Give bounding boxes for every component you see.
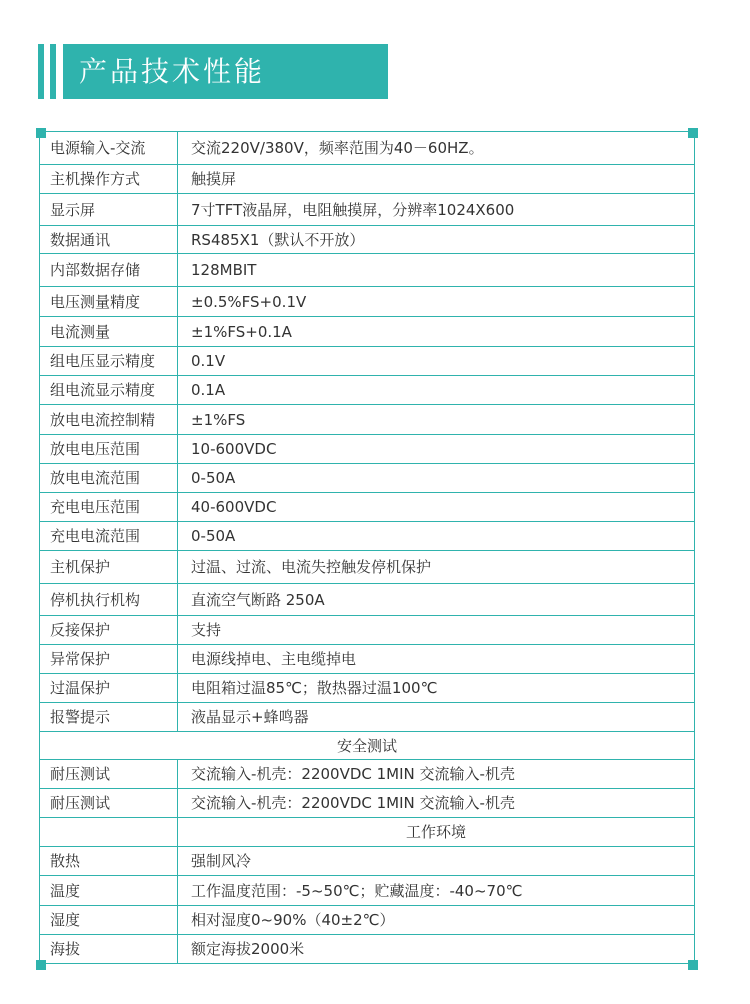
spec-value: 7寸TFT液晶屏，电阻触摸屏，分辨率1024X600 <box>178 194 695 226</box>
table-row <box>40 464 695 493</box>
table-row <box>40 132 695 165</box>
table-row <box>40 760 695 789</box>
header-accent-bar-1 <box>38 44 44 99</box>
table-row <box>40 551 695 584</box>
spec-value: 支持 <box>178 616 695 645</box>
spec-value: 交流输入-机壳：2200VDC 1MIN 交流输入-机壳 <box>178 789 695 818</box>
spec-label: 电源输入-交流 <box>40 132 178 165</box>
spec-label: 过温保护 <box>40 674 178 703</box>
spec-value: 直流空气断路 250A <box>178 584 695 616</box>
spec-value: ±0.5%FS+0.1V <box>178 287 695 317</box>
table-row <box>40 935 695 964</box>
spec-label: 主机保护 <box>40 551 178 584</box>
spec-value: 额定海拔2000米 <box>178 935 695 964</box>
spec-label: 湿度 <box>40 906 178 935</box>
spec-value: 0.1A <box>178 376 695 405</box>
table-row <box>40 287 695 317</box>
table-row <box>40 435 695 464</box>
spec-value: 0-50A <box>178 522 695 551</box>
table-row <box>40 254 695 287</box>
spec-table <box>39 131 695 964</box>
spec-value: 10-600VDC <box>178 435 695 464</box>
spec-label: 组电压显示精度 <box>40 347 178 376</box>
table-row <box>40 645 695 674</box>
spec-value: 交流220V/380V，频率范围为40－60HZ。 <box>178 132 695 165</box>
spec-label: 散热 <box>40 847 178 876</box>
spec-label: 组电流显示精度 <box>40 376 178 405</box>
spec-value: 相对湿度0~90%（40±2℃） <box>178 906 695 935</box>
table-row <box>40 376 695 405</box>
header-accent-bar-2 <box>50 44 56 99</box>
spec-value: 40-600VDC <box>178 493 695 522</box>
table-row <box>40 674 695 703</box>
spec-value: 0.1V <box>178 347 695 376</box>
spec-label: 电压测量精度 <box>40 287 178 317</box>
env-section-title: 工作环境 <box>178 818 695 847</box>
table-row <box>40 165 695 194</box>
table-row <box>40 703 695 732</box>
spec-label: 电流测量 <box>40 317 178 347</box>
table-row <box>40 876 695 906</box>
spec-label: 耐压测试 <box>40 760 178 789</box>
spec-value: ±1%FS+0.1A <box>178 317 695 347</box>
spec-label: 数据通讯 <box>40 226 178 254</box>
section-header-row <box>40 818 695 847</box>
section-header-row <box>40 732 695 760</box>
spec-value: 电阻箱过温85℃；散热器过温100℃ <box>178 674 695 703</box>
spec-value: 交流输入-机壳：2200VDC 1MIN 交流输入-机壳 <box>178 760 695 789</box>
spec-value: 液晶显示+蜂鸣器 <box>178 703 695 732</box>
spec-value: 过温、过流、电流失控触发停机保护 <box>178 551 695 584</box>
spec-label: 反接保护 <box>40 616 178 645</box>
spec-value: ±1%FS <box>178 405 695 435</box>
spec-value: 电源线掉电、主电缆掉电 <box>178 645 695 674</box>
table-row <box>40 616 695 645</box>
spec-value: 128MBIT <box>178 254 695 287</box>
spec-label: 停机执行机构 <box>40 584 178 616</box>
spec-label: 充电电流范围 <box>40 522 178 551</box>
table-row <box>40 847 695 876</box>
spec-value: 强制风冷 <box>178 847 695 876</box>
table-row <box>40 522 695 551</box>
spec-label: 显示屏 <box>40 194 178 226</box>
table-row <box>40 347 695 376</box>
spec-label: 海拔 <box>40 935 178 964</box>
table-row <box>40 317 695 347</box>
section-empty-cell <box>40 818 178 847</box>
spec-value: 0-50A <box>178 464 695 493</box>
spec-label: 放电电压范围 <box>40 435 178 464</box>
table-row <box>40 789 695 818</box>
spec-label: 温度 <box>40 876 178 906</box>
section-title: 产品技术性能 <box>63 44 388 99</box>
spec-label: 放电电流范围 <box>40 464 178 493</box>
spec-value: 工作温度范围：-5~50℃；贮藏温度：-40~70℃ <box>178 876 695 906</box>
spec-value: RS485X1（默认不开放） <box>178 226 695 254</box>
table-row <box>40 405 695 435</box>
spec-label: 充电电压范围 <box>40 493 178 522</box>
spec-label: 内部数据存储 <box>40 254 178 287</box>
spec-value: 触摸屏 <box>178 165 695 194</box>
table-row <box>40 906 695 935</box>
table-row <box>40 194 695 226</box>
spec-label: 报警提示 <box>40 703 178 732</box>
safety-section-title: 安全测试 <box>40 732 695 760</box>
table-row <box>40 493 695 522</box>
spec-label: 主机操作方式 <box>40 165 178 194</box>
spec-label: 耐压测试 <box>40 789 178 818</box>
spec-label: 放电电流控制精 <box>40 405 178 435</box>
table-row <box>40 584 695 616</box>
spec-label: 异常保护 <box>40 645 178 674</box>
table-row <box>40 226 695 254</box>
